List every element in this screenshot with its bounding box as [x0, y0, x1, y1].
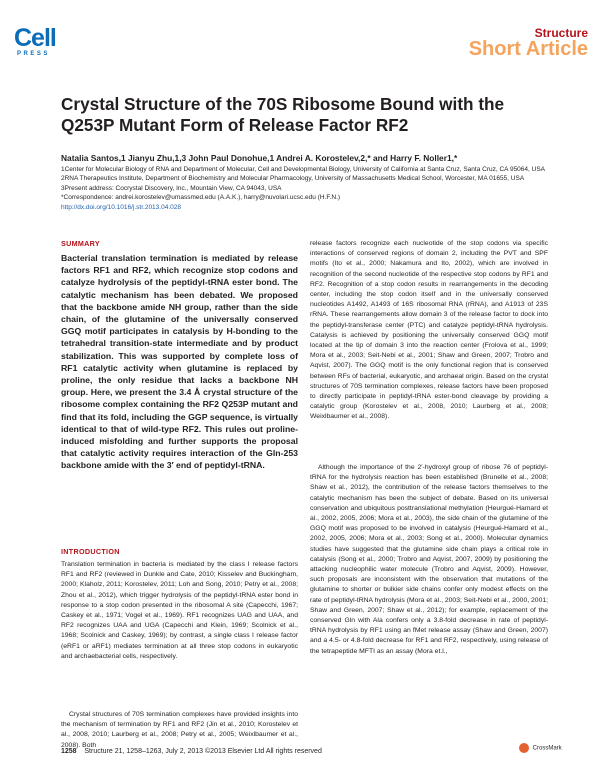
crossmark-badge[interactable]	[519, 743, 562, 753]
affiliations	[61, 165, 581, 212]
correspondence: *Correspondence: andrei.korostelev@umassmed.edu (A.A.K.), harry@nuvolari.ucsc.edu (H.F.N.)	[61, 194, 341, 202]
intro-paragraph-2: Crystal structures of 70S termination complexes have provided insights into the mechanism of termination by RF1 and RF2 (Jin et al., 2010; Korostelev et al., 2008, 2010; Laurberg et al., 2008; Petry et al., 2005; Weixlbaumer et al., 2008). Both	[61, 711, 298, 749]
affiliation: 3Present address: Cocrystal Discovery, Inc., Mountain View, CA 94043, USA	[61, 184, 282, 192]
logo-word: Cell	[14, 24, 56, 52]
body-paragraph-col2-1: release factors recognize each nucleotide of the stop codons via specific interactions of conserved regions of domain 2, including the PVT and SPF motifs (Ito et al., 2000; Nakamura and Ito, 2002), which are involved in recognition of the second nucleotide of the respective stop codons by RF1 and RF2. Recognition of a stop codon results in rearrangements in the decoding center, including the stop codon itself and in the universally conserved nucleotides A1492, A1493 of 16S ribosomal RNA (rRNA), and A1913 of 23S rRNA. These rearrangements allow domain 3 of the release factor to dock into the peptidyl-transferase center (PTC) and catalyze peptidyl-tRNA hydrolysis. Catalysis is achieved by positioning the universally conserved GGQ motif located at the tip of domain 3 into the reaction center (Frolova et al., 1999; Mora et al., 2003; Seit-Nebi et al., 2001; Shaw and Green, 2007; Trobro and Aqvist, 2007). The GGQ motif is the only functional region that is conserved between RFs of bacterial, eukaryotic, and archaeal origin. Based on the crystal structures of 70S termination complexes, release factors have been proposed to directly participate in peptidyl-tRNA ester-bond cleavage by providing a catalytic group (Korostelev et al., 2008, 2010; Laurberg et al., 2008; Weixlbaumer et al., 2008).	[310, 240, 548, 421]
author-list: Natalia Santos,1 Jianyu Zhu,1,3 John Paul Donohue,1 Andrei A. Korostelev,2,* and Harry F. Noller1,*	[61, 153, 458, 163]
body-paragraph-col2-2: Although the importance of the 2′-hydroxyl group of ribose 76 of peptidyl-tRNA for the hydrolysis reaction has been established (Brunelle et al., 2008; Shaw et al., 2012), the contribution of the release factors themselves to the catalytic mechanism has been the subject of debate. Based on its universal conservation and ubiquitous posttranslational methylation (Heurgué-Hamard et al., 2002, 2005, 2006; Mora et al., 2003), the side chain of the glutamine of the GGQ motif was proposed to be involved in catalysis (Heurgué-Hamard et al., 2002, 2005, 2006; Mora et al., 2003; Song et al., 2000). Molecular dynamics studies have suggested that the glutamine side chain plays a critical role in catalysis (Song et al., 2000; Trobro and Aqvist, 2007, 2009) by positioning the attacking nucleophilic water molecule (Trobro and Aqvist, 2009). However, such proposals are inconsistent with the observation that mutations of the glutamine to shorter or bulkier side chains confer only modest effects on the rate of peptidyl-tRNA hydrolysis (Mora et al., 2003; Seit-Nebi et al., 2000, 2001; Shaw and Green, 2007; Shaw et al., 2012); for example, replacement of the conserved Gln with Ala confers only a 3.8-fold decrease in rate of peptidyl-tRNA hydrolysis by RF1 using an fMet release assay (Shaw and Green, 2007) and a 4.5- or 4.8-fold decrease for RF1 and RF2, respectively, using release of the tetrapeptide MFTI as an assay (Mora et.l.,	[310, 464, 549, 655]
introduction-heading: INTRODUCTION	[61, 547, 120, 556]
affiliation: 1Center for Molecular Biology of RNA and Department of Molecular, Cell and Developmental Biology, University of California at Santa Cruz, Santa Cruz, CA 95064, USA	[61, 166, 546, 173]
affiliation: 2RNA Therapeutics Institute, Department of Biochemistry and Molecular Pharmacology, University of Massachusetts Medical School, Worcester, MA 01655, USA	[61, 175, 525, 183]
logo-press: PRESS	[17, 51, 50, 57]
crossmark-label: CrossMark	[532, 745, 562, 752]
article-type: Short Article	[468, 38, 588, 60]
doi-link[interactable]: http://dx.doi.org/10.1016/j.str.2013.04.028	[61, 203, 181, 211]
journal-name: Structure	[534, 26, 588, 40]
summary-heading: SUMMARY	[61, 239, 100, 248]
page-number: 1258	[61, 748, 77, 755]
intro-paragraph-1: Translation termination in bacteria is mediated by the class I release factors RF1 and RF2 (reviewed in Dunkle and Cate, 2010; Kisselev and Buckingham, 2000; Klaholz, 2011; Korostelev, 2011; Loh and Song, 2010; Petry et al., 2008; Zhou et al., 2012), which trigger hydrolysis of the peptidyl-tRNA ester bond in response to a stop codon presented in the ribosomal A site (Capecchi, 1967; Caskey et al., 1971; Vogel et al., 1969). RF1 recognizes UAG and UAA, and RF2 recognizes UAA and UGA (Capecchi and Klein, 1969; Scolnick et al., 1968; Scolnick and Caskey, 1969); by contrast, a single class I release factor (eRF1 or aRF1) mediates termination at all three stop codons in eukaryotic and archaebacterial cells, respectively.	[61, 561, 298, 660]
page-footer	[61, 748, 322, 755]
summary-text: Bacterial translation termination is mediated by release factors RF1 and RF2, which recognize stop codons and catalyze hydrolysis of the peptidyl-tRNA ester bond. The catalytic mechanism has been debated. We proposed that the backbone amide NH group, rather than the side chain, of the glutamine of the universally conserved GGQ motif participates in catalysis by H-bonding to the tetrahedral transition-state intermediate and by product stabilization. This was supported by complete loss of RF1 catalytic activity when glutamine is replaced by proline, the only residue that lacks a backbone NH group. Here, we present the 3.4 Å crystal structure of the ribosome complex containing the RF2 Q253P mutant and find that its fold, including the GGP sequence, is virtually identical to that of wild-type RF2. This rules out proline-induced misfolding and further supports the proposal that catalytic activity requires interaction of the Gln-253 backbone amide with the 3′ end of peptidyl-tRNA.	[61, 253, 298, 471]
article-title: Crystal Structure of the 70S Ribosome Bound with the Q253P Mutant Form of Release Factor RF2	[61, 94, 505, 135]
citation-line: Structure 21, 1258–1263, July 2, 2013 ©2013 Elsevier Ltd All rights reserved	[84, 748, 322, 755]
cell-press-logo	[14, 26, 60, 59]
crossmark-icon	[519, 743, 529, 753]
